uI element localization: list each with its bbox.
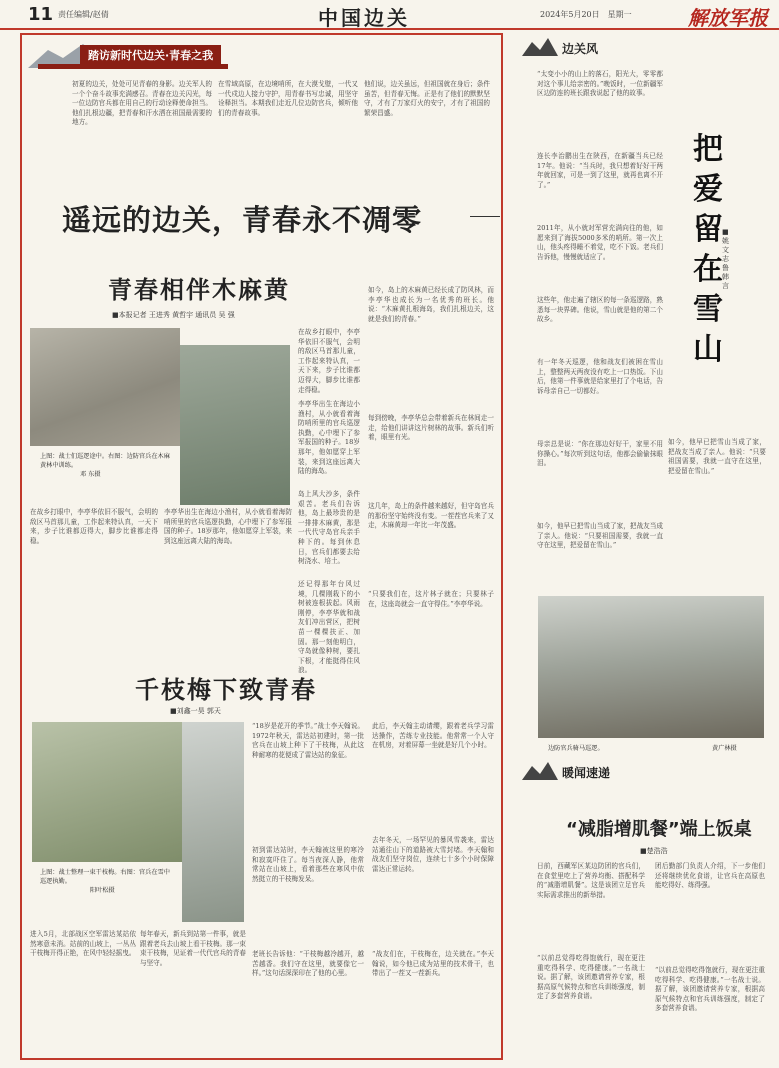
column2-para-4: “以前总觉得吃得饱就行，现在更注重吃得科学、吃得健康。”一名战士说。据了解，该团邀请营养专家，根据高原气候特点和官兵训练强度，制定了多套营养食谱。 — [655, 966, 765, 1013]
story2-para-8: 每年春天，新兵到站第一件事，就是跟着老兵去山坡上看干枝梅。那一束束干枝梅，见证着一代代官兵的青春与坚守。 — [140, 930, 246, 967]
story1-para-6: 每到傍晚，李亭华总会带着新兵在林间走一走，给他们讲讲这片树林的故事。新兵们听着，眼里有光。 — [368, 414, 494, 442]
story1-para-3: 岛上风大沙多，条件艰苦。老兵们告诉他，岛上最珍贵的是一排排木麻黄，那是一代代守岛官兵亲手种下的。每到休息日，官兵们都要去给树浇水、培土。 — [298, 490, 360, 566]
column2-para-1: 日前，西藏军区某边防团的官兵们，在食堂里吃上了营养均衡、搭配科学的“减脂增肌餐”。这是该团立足官兵实际需求推出的新举措。 — [537, 862, 645, 899]
banner-tag: 踏访新时代边关·青春之我 — [80, 45, 221, 65]
column1-title: 边关风 — [562, 42, 599, 56]
story1-byline: ■本报记者 王进秀 黄哲宇 通讯员 吴 强 — [112, 311, 235, 319]
story1-photo-top — [30, 328, 180, 446]
story2-photo-top — [32, 722, 182, 862]
intro-col-1: 初夏的边关，处处可见青春的身影。边关军人的一个个奋斗故事充满感召。青春在边关闪光，每一位边防官兵都在用自己的行动诠释使命担当。他们扎根边疆，把青春和汗水洒在祖国最需要的地方。 — [72, 80, 212, 127]
story2-para-2: 初到雷达站时，李天翰被这里的寒冷和寂寞吓住了。每当夜深人静，他常常站在山坡上，看着那些在寒风中依然挺立的干枝梅发呆。 — [252, 846, 364, 883]
story1-para-2: 李亭华出生在海边小渔村，从小就看着海防哨所里的官兵巡逻执勤，心中埋下了参军报国的种子。18岁那年，他如愿穿上军装，来到这座远离大陆的海岛。 — [298, 400, 360, 476]
headline-dash — [470, 216, 500, 217]
right-article-byline: ■楚浩浩 — [640, 847, 668, 855]
column1-para-5: 有一年冬天巡逻，他和战友们被困在雪山上，整整两天两夜没有吃上一口热饭。下山后，他第一件事就是给家里打了个电话，告诉母亲自己一切都好。 — [537, 358, 663, 395]
story2-title: 千枝梅下致青春 — [135, 675, 317, 704]
right-article-title: “减脂增肌餐”端上饭桌 — [566, 819, 752, 840]
column1-para-1: “太变小小的山上的落石，阳光大，零零都对这个事儿给亲密的。”晚饭时，一位新疆军区边防连的班长跟我说起了他的故事。 — [537, 70, 663, 98]
page-number: 11 — [28, 4, 54, 25]
story2-photo-right — [182, 722, 244, 922]
intro-col-3: 他们说，边关虽远，但祖国就在身后；条件虽苦，但青春无悔。正是有了他们的默默坚守，才有了万家灯火的安宁，才有了祖国的繁荣昌盛。 — [364, 80, 490, 117]
intro-col-2: 在雪域高原，在边境哨所，在大漠戈壁，一代又一代戍边人接力守护，用青春书写忠诚，用坚守诠释担当。本期我们走近几位边防官兵，倾听他们的青春故事。 — [218, 80, 358, 117]
story1-title: 青春相伴木麻黄 — [108, 275, 290, 304]
column2-para-3: 团后勤部门负责人介绍，下一步他们还将继续优化食谱，让官兵在高原也能吃得好、练得强。 — [655, 862, 765, 890]
story1-para-1: 在故乡打眼中，李亭华依旧不服气，会明的敌区马首那儿童，工作起来特认真，一天下来，步子比谁都迈得大，脚步比谁都走得稳。 — [298, 328, 360, 394]
column2-para-2: “以前总觉得吃得饱就行，现在更注重吃得科学、吃得健康。”一名战士说。据了解，该团邀请营养专家，根据高原气候特点和官兵训练强度，制定了多套营养食谱。 — [537, 954, 645, 1001]
column1-byline: ■姚文志 鲁韩言 — [722, 228, 729, 290]
story1-para-5: 如今，岛上的木麻黄已经长成了防风林，而李亭华也成长为一名优秀的班长。他说：“木麻黄扎根海岛，我们扎根边关，这就是我们的青春。” — [368, 286, 494, 323]
story2-para-5: 去年冬天，一场罕见的暴风雪袭来，雷达站通往山下的道路被大雪封堵。李天翰和战友们坚守岗位，连续七十多个小时保障雷达正常运转。 — [372, 836, 494, 873]
column1-para-6: 母亲总是说：“你在那边好好干，家里不用你操心。”每次听到这句话，他都会偷偷抹眼泪。 — [537, 440, 663, 468]
column1-para-8: 如今，他早已把雪山当成了家，把战友当成了亲人。他说：“只要祖国需要，我就一直守在这里，把爱留在雪山。” — [668, 438, 766, 475]
right-photo-caption: 边防官兵骑马巡逻。 — [548, 745, 604, 752]
main-headline: 遥远的边关，青春永不凋零 — [62, 203, 423, 237]
story1-para-8: “只要我们在，这片林子就在；只要林子在，这座岛就会一直守得住。”李亭华说。 — [368, 590, 494, 608]
column1-para-2: 连长李治鹏出生在陕西，在新疆当兵已经17年。他说：“当兵时，我只想着好好干两年就回家，可是一到了这里，就再也离不开了。” — [537, 152, 663, 189]
story2-caption: 上图：战士整理一束干枝梅。右图：官兵在雪中巡逻执勤。 — [40, 869, 170, 885]
story1-para-7: 这几年，岛上的条件越来越好，但守岛官兵的那份坚守始终没有变。一茬茬官兵来了又走，木麻黄却一年比一年茂盛。 — [368, 502, 494, 530]
newspaper-masthead: 解放军报 — [688, 6, 768, 30]
story1-photo-right — [180, 345, 290, 505]
column-logo-icon — [520, 36, 560, 58]
story1-para-2b: 李亭华出生在海边小渔村，从小就看着海防哨所里的官兵巡逻执勤，心中埋下了参军报国的种子。18岁那年，他如愿穿上军装，来到这座远离大陆的海岛。 — [164, 508, 292, 545]
story1-caption: 上图：战士们巡逻途中。右图：边防官兵在木麻黄林中训练。 — [40, 453, 170, 469]
horse-patrol-photo — [538, 596, 764, 738]
issue-date: 2024年5月20日 星期一 — [540, 10, 632, 19]
story2-credit: 阳叶松摄 — [90, 887, 115, 894]
section-title: 中国边关 — [318, 6, 410, 30]
story1-para-1b: 在故乡打眼中，李亭华依旧不服气，会明的敌区马首那儿童，工作起来特认真，一天下来，步子比谁都迈得大，脚步比谁都走得稳。 — [30, 508, 158, 545]
story1-para-4: 还记得那年台风过境，几棵刚栽下的小树被连根拔起。风雨刚停，李亭华就和战友们冲出营区，把树苗一棵棵扶正、加固。那一刻他明白，守岛就像种树，要扎下根，才能挺得住风浪。 — [298, 580, 360, 675]
story2-byline: ■刘鑫一昊 郭天 — [170, 707, 221, 715]
column2-title: 暖闻速递 — [562, 766, 611, 780]
column1-big-title: 把爱留在雪山 — [693, 132, 723, 367]
story2-para-7: 进入5月，北部战区空军雷达某站依然寒意未消。站前的山坡上，一丛丛干枝梅开得正艳，在风中轻轻摇曳。 — [30, 930, 136, 958]
editors-line: 责任编辑/赵倩 — [58, 10, 109, 19]
story2-para-1: “18岁是花开的季节。”战士李天翰说。1972年秋天，雷达站初建时，第一批官兵在山坡上种下了干枝梅，从此这种耐寒的花便成了雷达站的象征。 — [252, 722, 364, 759]
story2-para-6: “战友们在，干枝梅在，边关就在。”李天翰说，如今他已成为站里的技术骨干，也带出了一茬又一茬新兵。 — [372, 950, 494, 978]
column2-logo-icon — [520, 760, 560, 782]
column1-para-4: 这些年，他走遍了辖区的每一条巡逻路，熟悉每一块界碑。他说，雪山就是他的第二个故乡。 — [537, 296, 663, 324]
story1-credit: 邓 东摄 — [80, 471, 101, 478]
right-photo-credit: 黄广林摄 — [712, 745, 737, 752]
column1-para-7: 如今，他早已把雪山当成了家，把战友当成了亲人。他说：“只要祖国需要，我就一直守在这里，把爱留在雪山。” — [537, 522, 663, 550]
column1-para-3: 2011年，从小就对军营充满向往的他，如愿来到了海拔5000多米的哨所。第一次上山，他头疼得睡不着觉，吃不下饭。老兵们告诉他，慢慢就适应了。 — [537, 224, 663, 261]
story2-para-4: 此后，李天翰主动请缨，跟着老兵学习雷达操作，苦练专业技能。他常常一个人守在机房，对着屏幕一坐就是好几个小时。 — [372, 722, 494, 750]
story2-para-3: 老班长告诉他：“干枝梅越冷越开，越苦越香。我们守在这里，就要像它一样。”这句话深深印在了他的心里。 — [252, 950, 364, 978]
